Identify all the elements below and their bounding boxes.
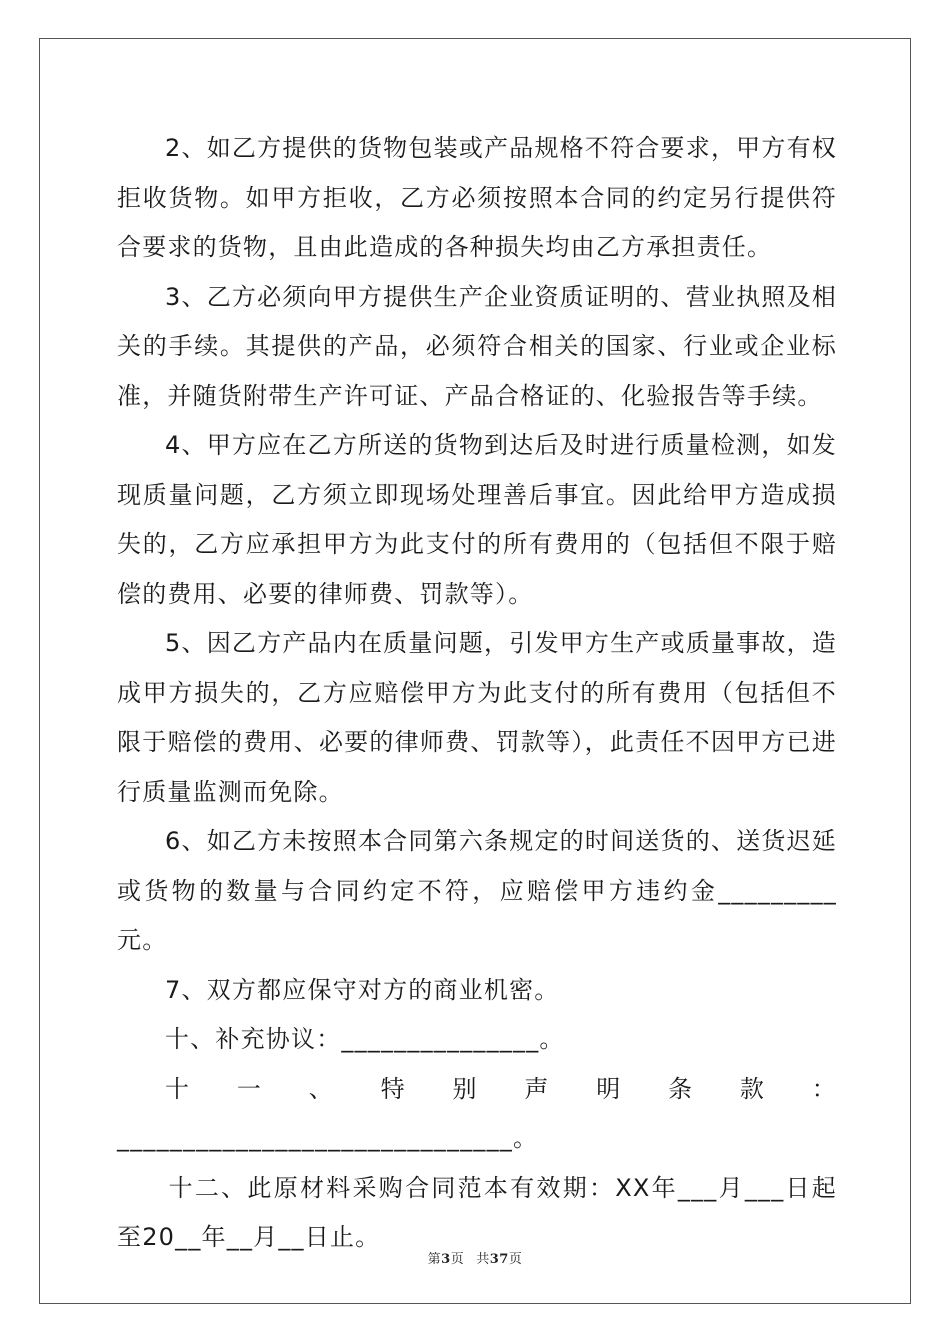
total-pages: 37 — [489, 1252, 509, 1267]
page-prefix: 第 — [427, 1252, 442, 1267]
document-body — [117, 124, 837, 1263]
clause-6: 6、如乙方未按照本合同第六条规定的时间送货的、送货迟延或货物的数量与合同约定不符，应赔偿甲方违约金_________元。 — [117, 827, 837, 954]
clause-2: 2、如乙方提供的货物包装或产品规格不符合要求，甲方有权拒收货物。如甲方拒收，乙方必须按照本合同的约定另行提供符合要求的货物，且由此造成的各种损失均由乙方承担责任。 — [117, 134, 837, 261]
total-suffix: 页 — [508, 1252, 523, 1267]
section-10-supplementary-agreement: 十、补充协议：_______________。 — [165, 1025, 565, 1053]
section-12-validity-period: 十二、此原材料采购合同范本有效期：XX年___月___日起至20__年__月__日止。 — [117, 1173, 837, 1251]
clause-4: 4、甲方应在乙方所送的货物到达后及时进行质量检测，如发现质量问题，乙方须立即现场处理善后事宜。因此给甲方造成损失的，乙方应承担甲方为此支付的所有费用的（包括但不限于赔偿的费用、必要的律师费、罚款等）。 — [117, 431, 837, 608]
page-number: 3 — [441, 1252, 451, 1267]
total-prefix: 共 — [476, 1252, 490, 1267]
clause-7: 7、双方都应保守对方的商业机密。 — [165, 975, 560, 1004]
clause-5: 5、因乙方产品内在质量问题，引发甲方生产或质量事故，造成甲方损失的，乙方应赔偿甲方为此支付的所有费用（包括但不限于赔偿的费用、必要的律师费、罚款等），此责任不因甲方已进行质量监测而免除。 — [117, 629, 837, 806]
page-suffix: 页 — [450, 1252, 465, 1267]
page-footer — [0, 1248, 950, 1267]
clause-3: 3、乙方必须向甲方提供生产企业资质证明的、营业执照及相关的手续。其提供的产品，必须符合相关的国家、行业或企业标准，并随货附带生产许可证、产品合格证的、化验报告等手续。 — [117, 282, 837, 410]
section-11-special-statement: 十一、特别声明条款：______________________________。 — [117, 1074, 837, 1152]
